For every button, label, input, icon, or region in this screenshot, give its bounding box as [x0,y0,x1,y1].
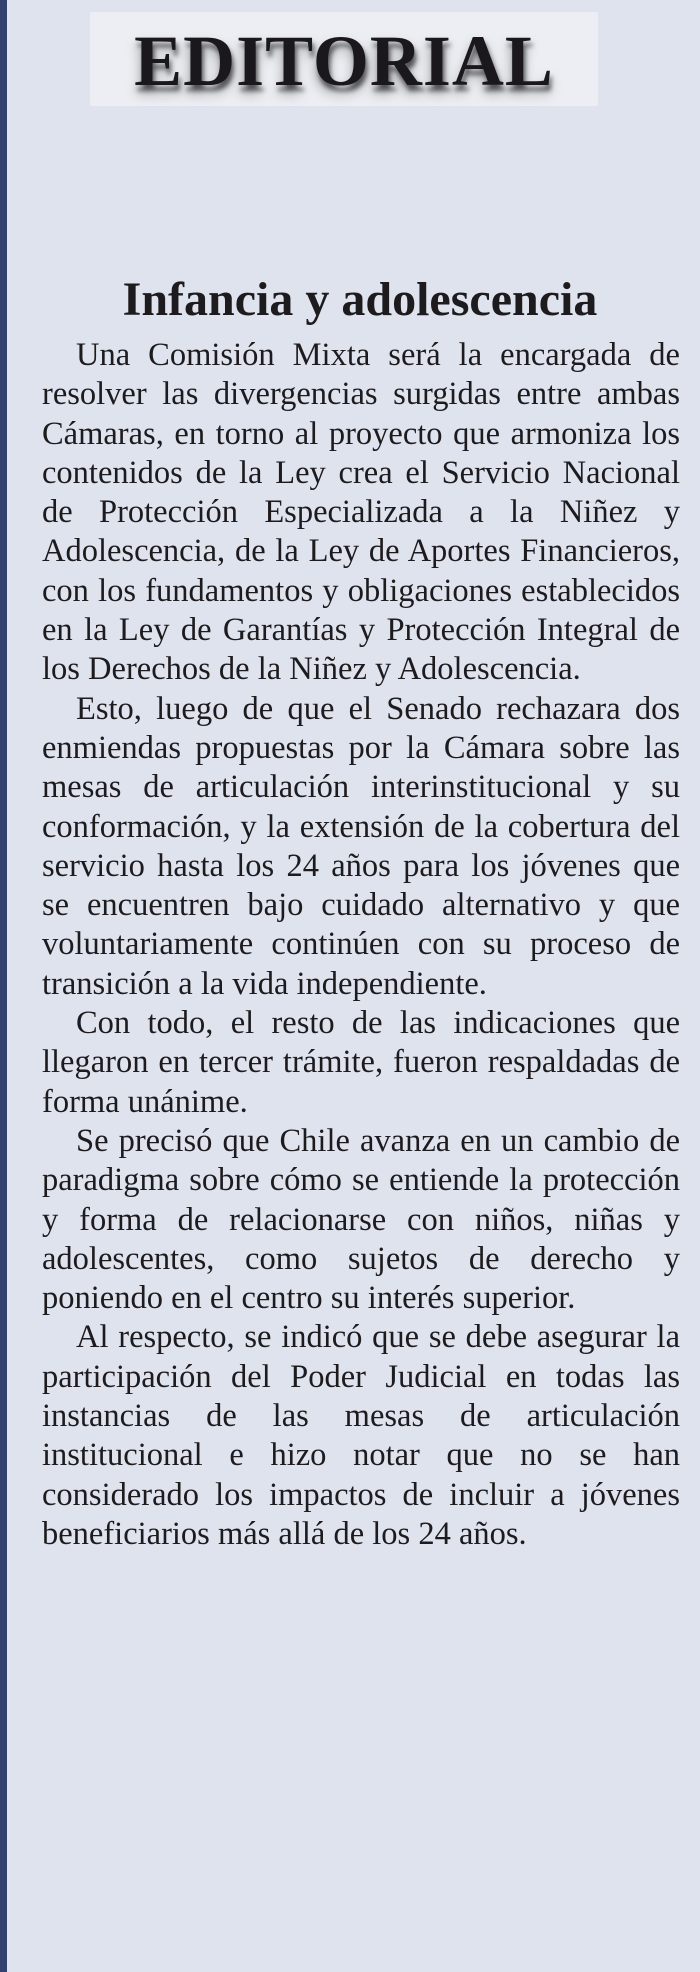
article-paragraph: Se precisó que Chile avanza en un cambio de paradigma sobre cómo se entiende la protección y forma de relacionarse con niños, niñas y adolescentes, como sujetos de derecho y poniendo en el centro su interés superior. [42,1122,680,1317]
section-label: EDITORIAL [134,21,554,101]
left-margin-rule [0,0,7,1972]
article-paragraph: Al respecto, se indicó que se debe asegurar la participación del Poder Judicial en todas las instancias de las mesas de articulación institucional e hizo notar que no se han considerado los impactos de incluir a jóvenes beneficiarios más allá de los 24 años. [42,1319,680,1552]
article-body [42,336,680,1554]
article-title: Infancia y adolescencia [122,273,598,327]
section-banner [90,12,598,106]
article-paragraph: Con todo, el resto de las indicaciones que llegaron en tercer trámite, fueron respaldadas de forma unánime. [42,1005,680,1120]
article-paragraph: Esto, luego de que el Senado rechazara dos enmiendas propuestas por la Cámara sobre las mesas de articulación interinstitucional y su conformación, y la extensión de la cobertura del servicio hasta los 24 años para los jóvenes que se encuentren bajo cuidado alternativo y que voluntariamente continúen con su proceso de transición a la vida independiente. [42,690,680,1002]
article-paragraph: Una Comisión Mixta será la encargada de resolver las divergencias surgidas entre ambas Cámaras, en torno al proyecto que armoniza los contenidos de la Ley crea el Servicio Nacional de Protección Especializada a la Niñez y Adolescencia, de la Ley de Aportes Financieros, con los fundamentos y obligaciones establecidos en la Ley de Garantías y Protección Integral de los Derechos de la Niñez y Adolescencia. [42,337,680,688]
